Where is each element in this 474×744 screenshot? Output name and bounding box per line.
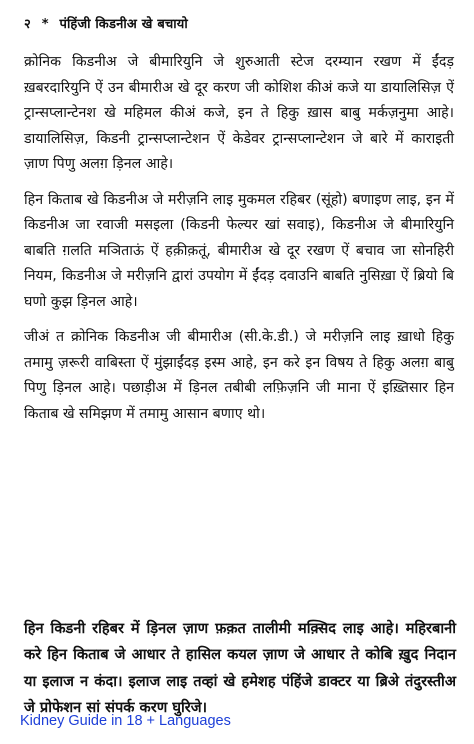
- paragraph-3: जीअं त क्रोनिक किडनीअ जी बीमारीअ (सी.के.डी.) जे मरीज़नि लाइ ख़ाधो हिकु तमामु ज़रूरी वाबिस्ता ऐं मुंझाईंदड़ इस्म आहे, इन करे इन विषय ते हिकु अलग़ बाबु पिणु ड़िनल आहे। पछाड़ीअ में ड़िनल तबीबी लफ़िज़नि जी माना ऐं इख़्तिसार हिन किताब खे समिझण में तमामु आसान बणाए थो।: [24, 329, 454, 422]
- disclaimer-note: हिन किडनी रहिबर में ड़िनल ज़ाण फ़क़त तालीमी मक़्सिद लाइ आहे। महिरबानी करे हिन किताब जे आधार ते हासिल कयल ज़ाण जे आधार ते कोबि ख़ुद निदान या इलाज न कंदा। इलाज लाइ तव्हां खे हमेशह पंहिंजे डाक्टर या ब्रिअे तंदुरस्तीअ जे प्रोफेशन सां संपर्क करण घुरिजे।: [24, 619, 456, 717]
- body-content: [24, 50, 454, 437]
- header-separator: *: [41, 17, 49, 32]
- page-number: २: [24, 17, 31, 32]
- chapter-title: पंहिंजी किडनीअ खे बचायो: [59, 17, 188, 32]
- paragraph-2: हिन किताब खे किडनीअ जे मरीज़नि लाइ मुकमल रहिबर (सूंहो) बणाइण लाइ, इन में किडनीअ जा रवाजी मसइला (किडनी फेल्यर खां सवाइ), किडनीअ जे बीमारियुनि बाबति ग़लति मञिताऊं ऐं हक़ीक़तूं, बीमारीअ खे दूर रखण ऐं बचाव जा सोनहिरी नियम, किडनीअ जे मरीज़नि द्वारां उपयोग में ईंदड़ दवाउनि बाबति नुसिख़ा ऐं ब्रियो बि घणो कुझ ड़िनल आहे।: [24, 191, 454, 310]
- kidney-guide-link[interactable]: Kidney Guide in 18 + Languages: [20, 713, 231, 729]
- paragraph-1: क्रोनिक किडनीअ जे बीमारियुनि जे शुरुआती स्टेज दरम्यान रखण में ईंदड़ ख़बरदारियुनि ऐं उन बीमारीअ खे दूर करण जी कोशिश कीअं कजे या डायालिसिज़ ऐं ट्रान्सप्लान्टेनश खे महिमल कीअं कजे, इन ते हिकु ख़ास बाबु मर्कज़नुमा आहे। डायालिसिज़, किडनी ट्रान्सप्लान्टेशन ऐं केडेवर ट्रान्सप्लान्टेशन जे बारे में काराइती ज़ाण पिणु अलग़ ड़िनल आहे।: [24, 54, 454, 172]
- page-header: [24, 14, 188, 32]
